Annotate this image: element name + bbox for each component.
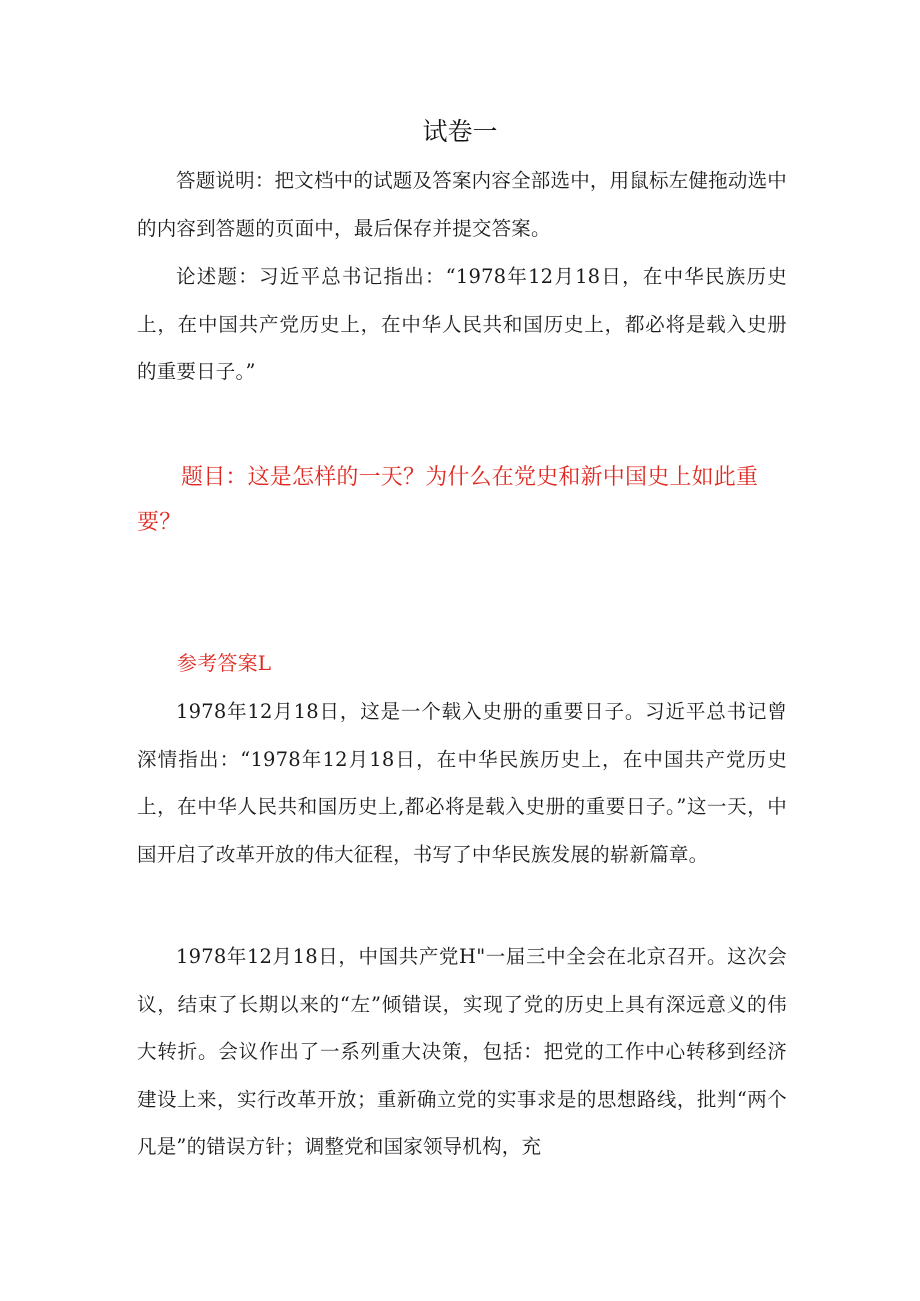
- instructions-paragraph: 答题说明：把文档中的试题及答案内容全部选中，用鼠标左健拖动选中的内容到答题的页面中，最后保存并提交答案。: [137, 169, 787, 240]
- topic-heading: 题目：这是怎样的一天？为什么在党史和新中国史上如此重要？: [137, 465, 759, 535]
- page-title: 试卷一: [422, 117, 498, 146]
- answer-paragraph-2: 1978年12月18日，中国共产党H"一届三中全会在北京召开。这次会议，结束了长期以来的“左”倾错误，实现了党的历史上具有深远意义的伟大转折。会议作出了一系列重大决策，包括：把党的工作中心转移到经济建设上来，实行改革开放；重新确立党的实事求是的思想路线，批判“两个凡是”的错误方针；调整党和国家领导机构，充: [137, 945, 787, 1158]
- question-paragraph: 论述题：习近平总书记指出：“1978年12月18日，在中华民族历史上，在中国共产党历史上，在中华人民共和国历史上，都必将是载入史册的重要日子。”: [137, 265, 787, 383]
- answer-heading: 参考答案L: [177, 651, 272, 675]
- answer-paragraph-1: 1978年12月18日，这是一个载入史册的重要日子。习近平总书记曾深情指出：“1978年12月18日，在中华民族历史上，在中国共产党历史上，在中华人民共和国历史上,都必将是载入史册的重要日子。”这一天，中国开启了改革开放的伟大征程，书写了中华民族发展的崭新篇章。: [137, 700, 787, 866]
